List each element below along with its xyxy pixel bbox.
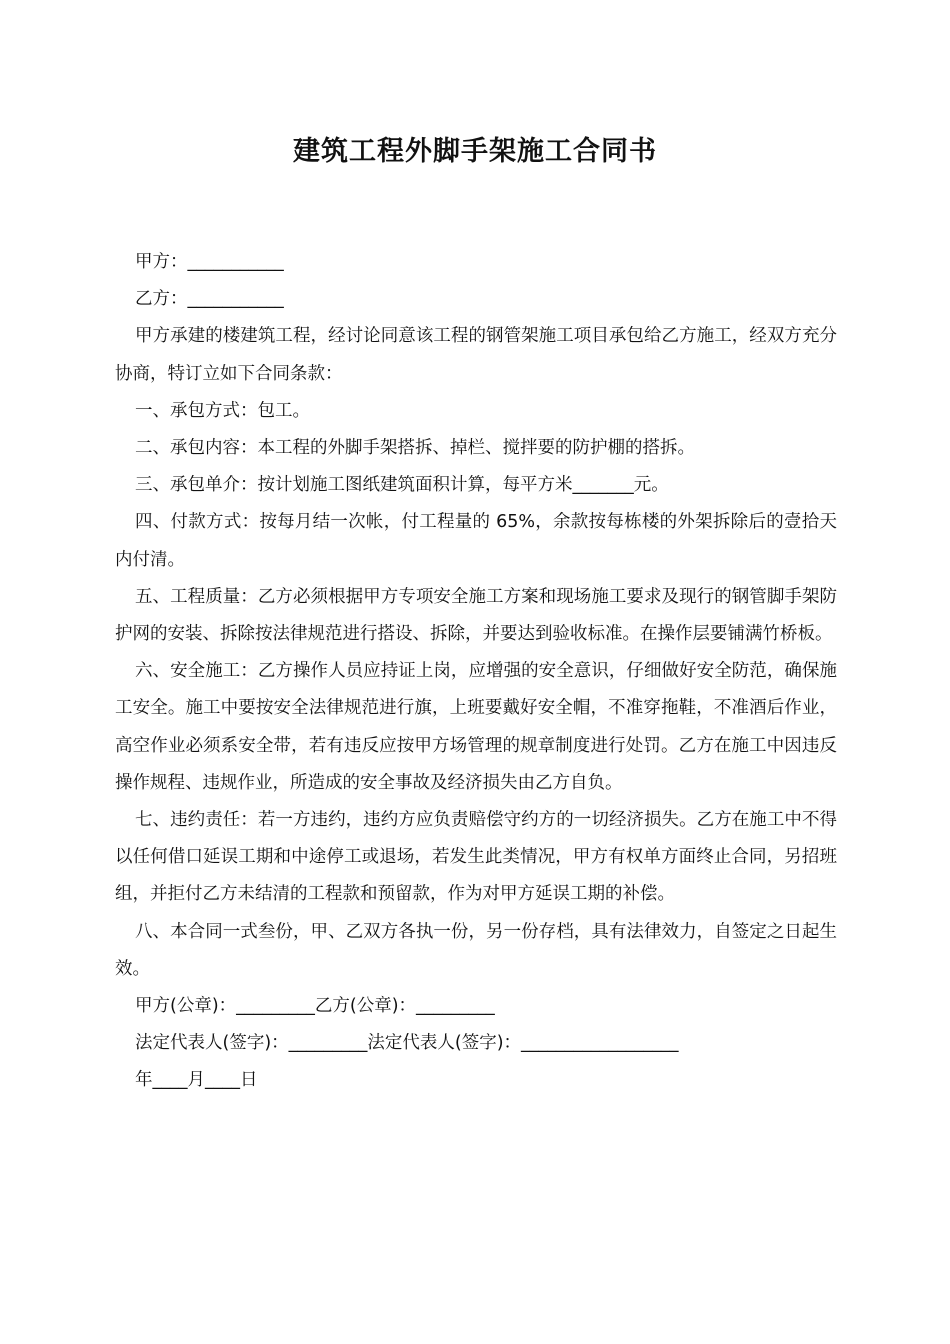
clause-contract-scope: 二、承包内容：本工程的外脚手架搭拆、掉栏、搅拌要的防护棚的搭拆。: [135, 438, 695, 459]
document-title: 建筑工程外脚手架施工合同书: [293, 136, 657, 167]
clause-payment: 四、付款方式：按每月结一次帐，付工程量的 65%，余款按每栋楼的外架拆除后的壹拾天内付清。: [115, 512, 837, 570]
intro-paragraph: 甲方承建的楼建筑工程，经讨论同意该工程的钢管架施工项目承包给乙方施工，经双方充分协商，特订立如下合同条款：: [115, 326, 837, 384]
clause-copies: 八、本合同一式叁份，甲、乙双方各执一份，另一份存档，具有法律效力，自签定之日起生效。: [115, 921, 837, 979]
clause-liability: 七、违约责任：若一方违约，违约方应负责赔偿守约方的一切经济损失。乙方在施工中不得以任何借口延误工期和中途停工或退场，若发生此类情况，甲方有权单方面终止合同，另招班组，并拒付乙方未结清的工程款和预留款，作为对甲方延误工期的补偿。: [115, 810, 837, 905]
seal-signature-line: 甲方(公章)：_________乙方(公章)：_________: [135, 996, 495, 1017]
clause-quality: 五、工程质量：乙方必须根据甲方专项安全施工方案和现场施工要求及现行的钢管脚手架防护网的安装、拆除按法律规范进行搭设、拆除，并要达到验收标准。在操作层要铺满竹桥板。: [115, 586, 837, 645]
representative-signature-line: 法定代表人(签字)：_________法定代表人(签字)：__________________: [135, 1033, 679, 1054]
contract-body: [115, 244, 837, 1100]
party-a-line: 甲方：___________: [135, 252, 284, 272]
clause-unit-price: 三、承包单介：按计划施工图纸建筑面积计算，每平方米_______元。: [135, 475, 669, 496]
clause-safety: 六、安全施工：乙方操作人员应持证上岗，应增强的安全意识，仔细做好安全防范，确保施工安全。施工中要按安全法律规范进行旗，上班要戴好安全帽，不准穿拖鞋，不准酒后作业，高空作业必须系安全带，若有违反应按甲方场管理的规章制度进行处罚。乙方在施工中因违反操作规程、违规作业，所造成的安全事故及经济损失由乙方自负。: [115, 661, 837, 793]
date-line: 年____月____日: [135, 1070, 258, 1091]
clause-contract-method: 一、承包方式：包工。: [135, 400, 310, 421]
party-b-line: 乙方：___________: [135, 289, 284, 310]
